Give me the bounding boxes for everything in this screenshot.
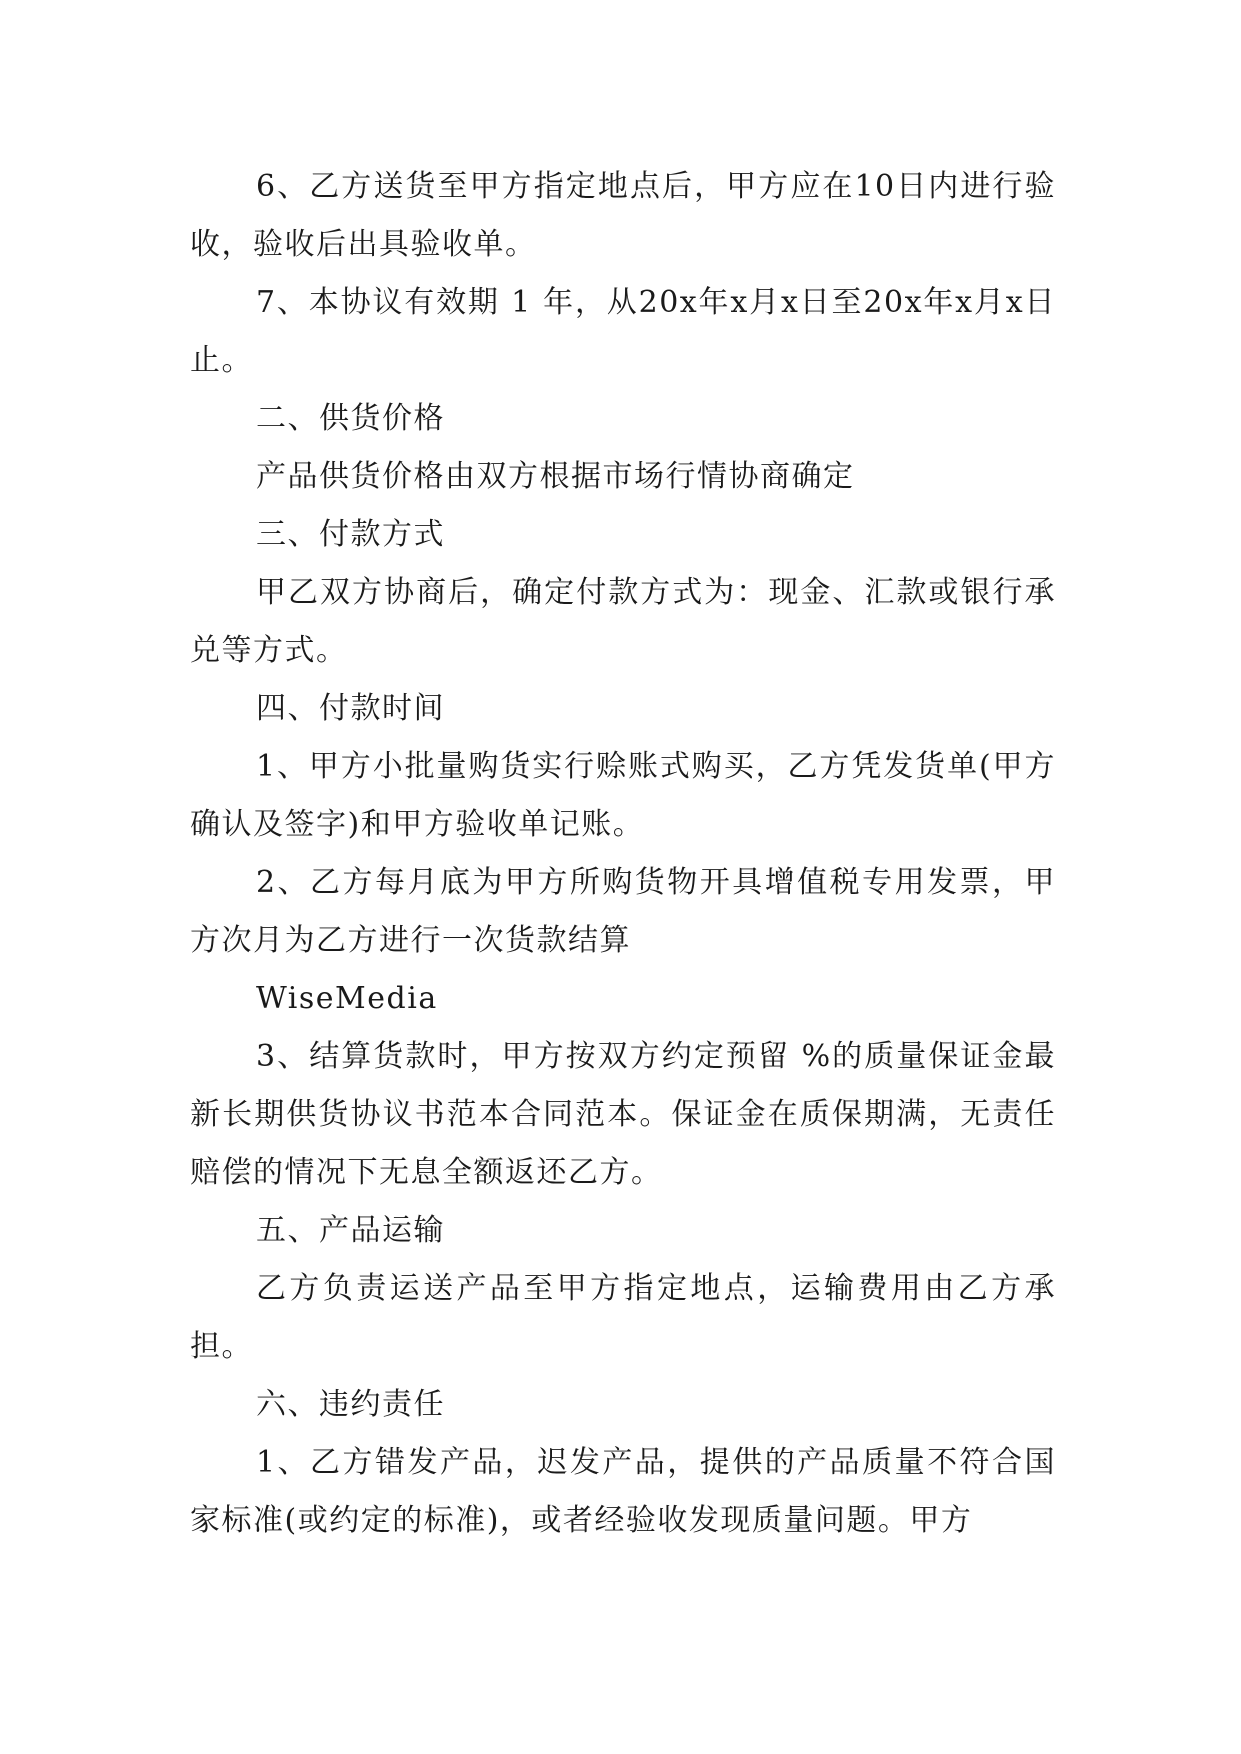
paragraph-payment-time-3: 3、结算货款时，甲方按双方约定预留 %的质量保证金最新长期供货协议书范本合同范本。保证金在质保期满，无责任赔偿的情况下无息全额返还乙方。 <box>190 1039 1056 1190</box>
paragraph-supply-price: 产品供货价格由双方根据市场行情协商确定 <box>256 459 855 494</box>
paragraph-delivery-acceptance: 6、乙方送货至甲方指定地点后，甲方应在10日内进行验收，验收后出具验收单。 <box>190 169 1056 262</box>
heading-payment-method: 三、付款方式 <box>256 517 445 552</box>
paragraph-payment-method: 甲乙双方协商后，确定付款方式为：现金、汇款或银行承兑等方式。 <box>190 575 1056 668</box>
document-body <box>190 158 1056 1550</box>
heading-product-transport: 五、产品运输 <box>256 1213 445 1248</box>
paragraph-product-transport: 乙方负责运送产品至甲方指定地点，运输费用由乙方承担。 <box>190 1271 1056 1364</box>
watermark-text: WiseMedia <box>256 981 438 1016</box>
heading-payment-time: 四、付款时间 <box>256 691 445 726</box>
paragraph-breach-liability-1: 1、乙方错发产品，迟发产品，提供的产品质量不符合国家标准(或约定的标准)，或者经验收发现质量问题。甲方 <box>190 1445 1056 1538</box>
heading-supply-price: 二、供货价格 <box>256 401 445 436</box>
heading-breach-liability: 六、违约责任 <box>256 1387 445 1422</box>
paragraph-payment-time-2: 2、乙方每月底为甲方所购货物开具增值税专用发票，甲方次月为乙方进行一次货款结算 <box>190 865 1056 958</box>
paragraph-validity-period: 7、本协议有效期 1 年，从20x年x月x日至20x年x月x日止。 <box>190 285 1056 378</box>
paragraph-payment-time-1: 1、甲方小批量购货实行赊账式购买，乙方凭发货单(甲方确认及签字)和甲方验收单记账。 <box>190 749 1056 842</box>
